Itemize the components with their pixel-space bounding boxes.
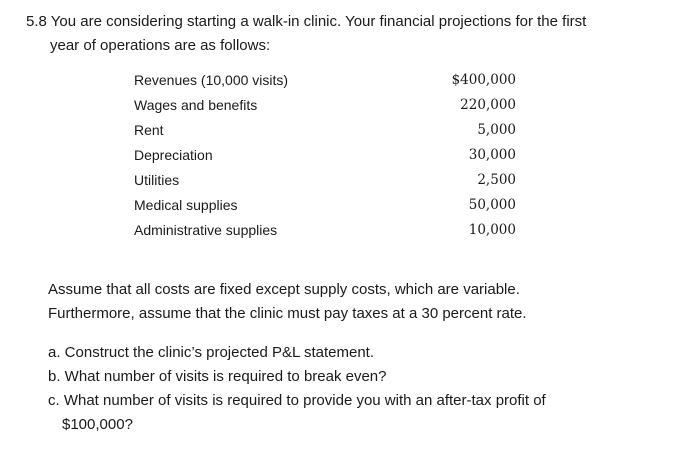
row-label: Utilities (134, 172, 180, 188)
table-row (134, 193, 516, 218)
question-a: a. Construct the clinic’s projected P&L statement. (48, 344, 374, 361)
row-value: 5,000 (477, 122, 516, 138)
table-row (134, 168, 516, 193)
row-label: Depreciation (134, 147, 213, 163)
row-value: $400,000 (451, 72, 516, 88)
assumption-line-2: Furthermore, assume that the clinic must pay taxes at a 30 percent rate. (48, 305, 527, 322)
question-b: b. What number of visits is required to break even? (48, 368, 387, 385)
problem-line-1: 5.8 You are considering starting a walk-in clinic. Your financial projections for the first (26, 13, 587, 30)
row-value: 220,000 (460, 97, 516, 113)
problem-statement (26, 10, 686, 58)
row-value: 50,000 (468, 197, 516, 213)
question-c-continued: $100,000? (62, 416, 133, 433)
row-label: Rent (134, 122, 164, 138)
table-row (134, 68, 516, 93)
row-label: Administrative supplies (134, 222, 278, 238)
table-row (134, 143, 516, 168)
question-c: c. What number of visits is required to provide you with an after-tax profit of (48, 392, 546, 409)
table-row (134, 218, 516, 243)
row-label: Medical supplies (134, 197, 238, 213)
questions-list (48, 341, 668, 437)
row-value: 2,500 (477, 172, 516, 188)
row-value: 10,000 (468, 222, 516, 238)
assumption-line-1: Assume that all costs are fixed except supply costs, which are variable. (48, 281, 520, 298)
table-row (134, 118, 516, 143)
row-label: Wages and benefits (134, 97, 258, 113)
financial-projections-table (134, 68, 516, 243)
table-row (134, 93, 516, 118)
problem-line-2: year of operations are as follows: (50, 37, 271, 54)
row-value: 30,000 (468, 147, 516, 163)
row-label: Revenues (10,000 visits) (134, 72, 289, 88)
assumptions-paragraph (48, 278, 668, 326)
